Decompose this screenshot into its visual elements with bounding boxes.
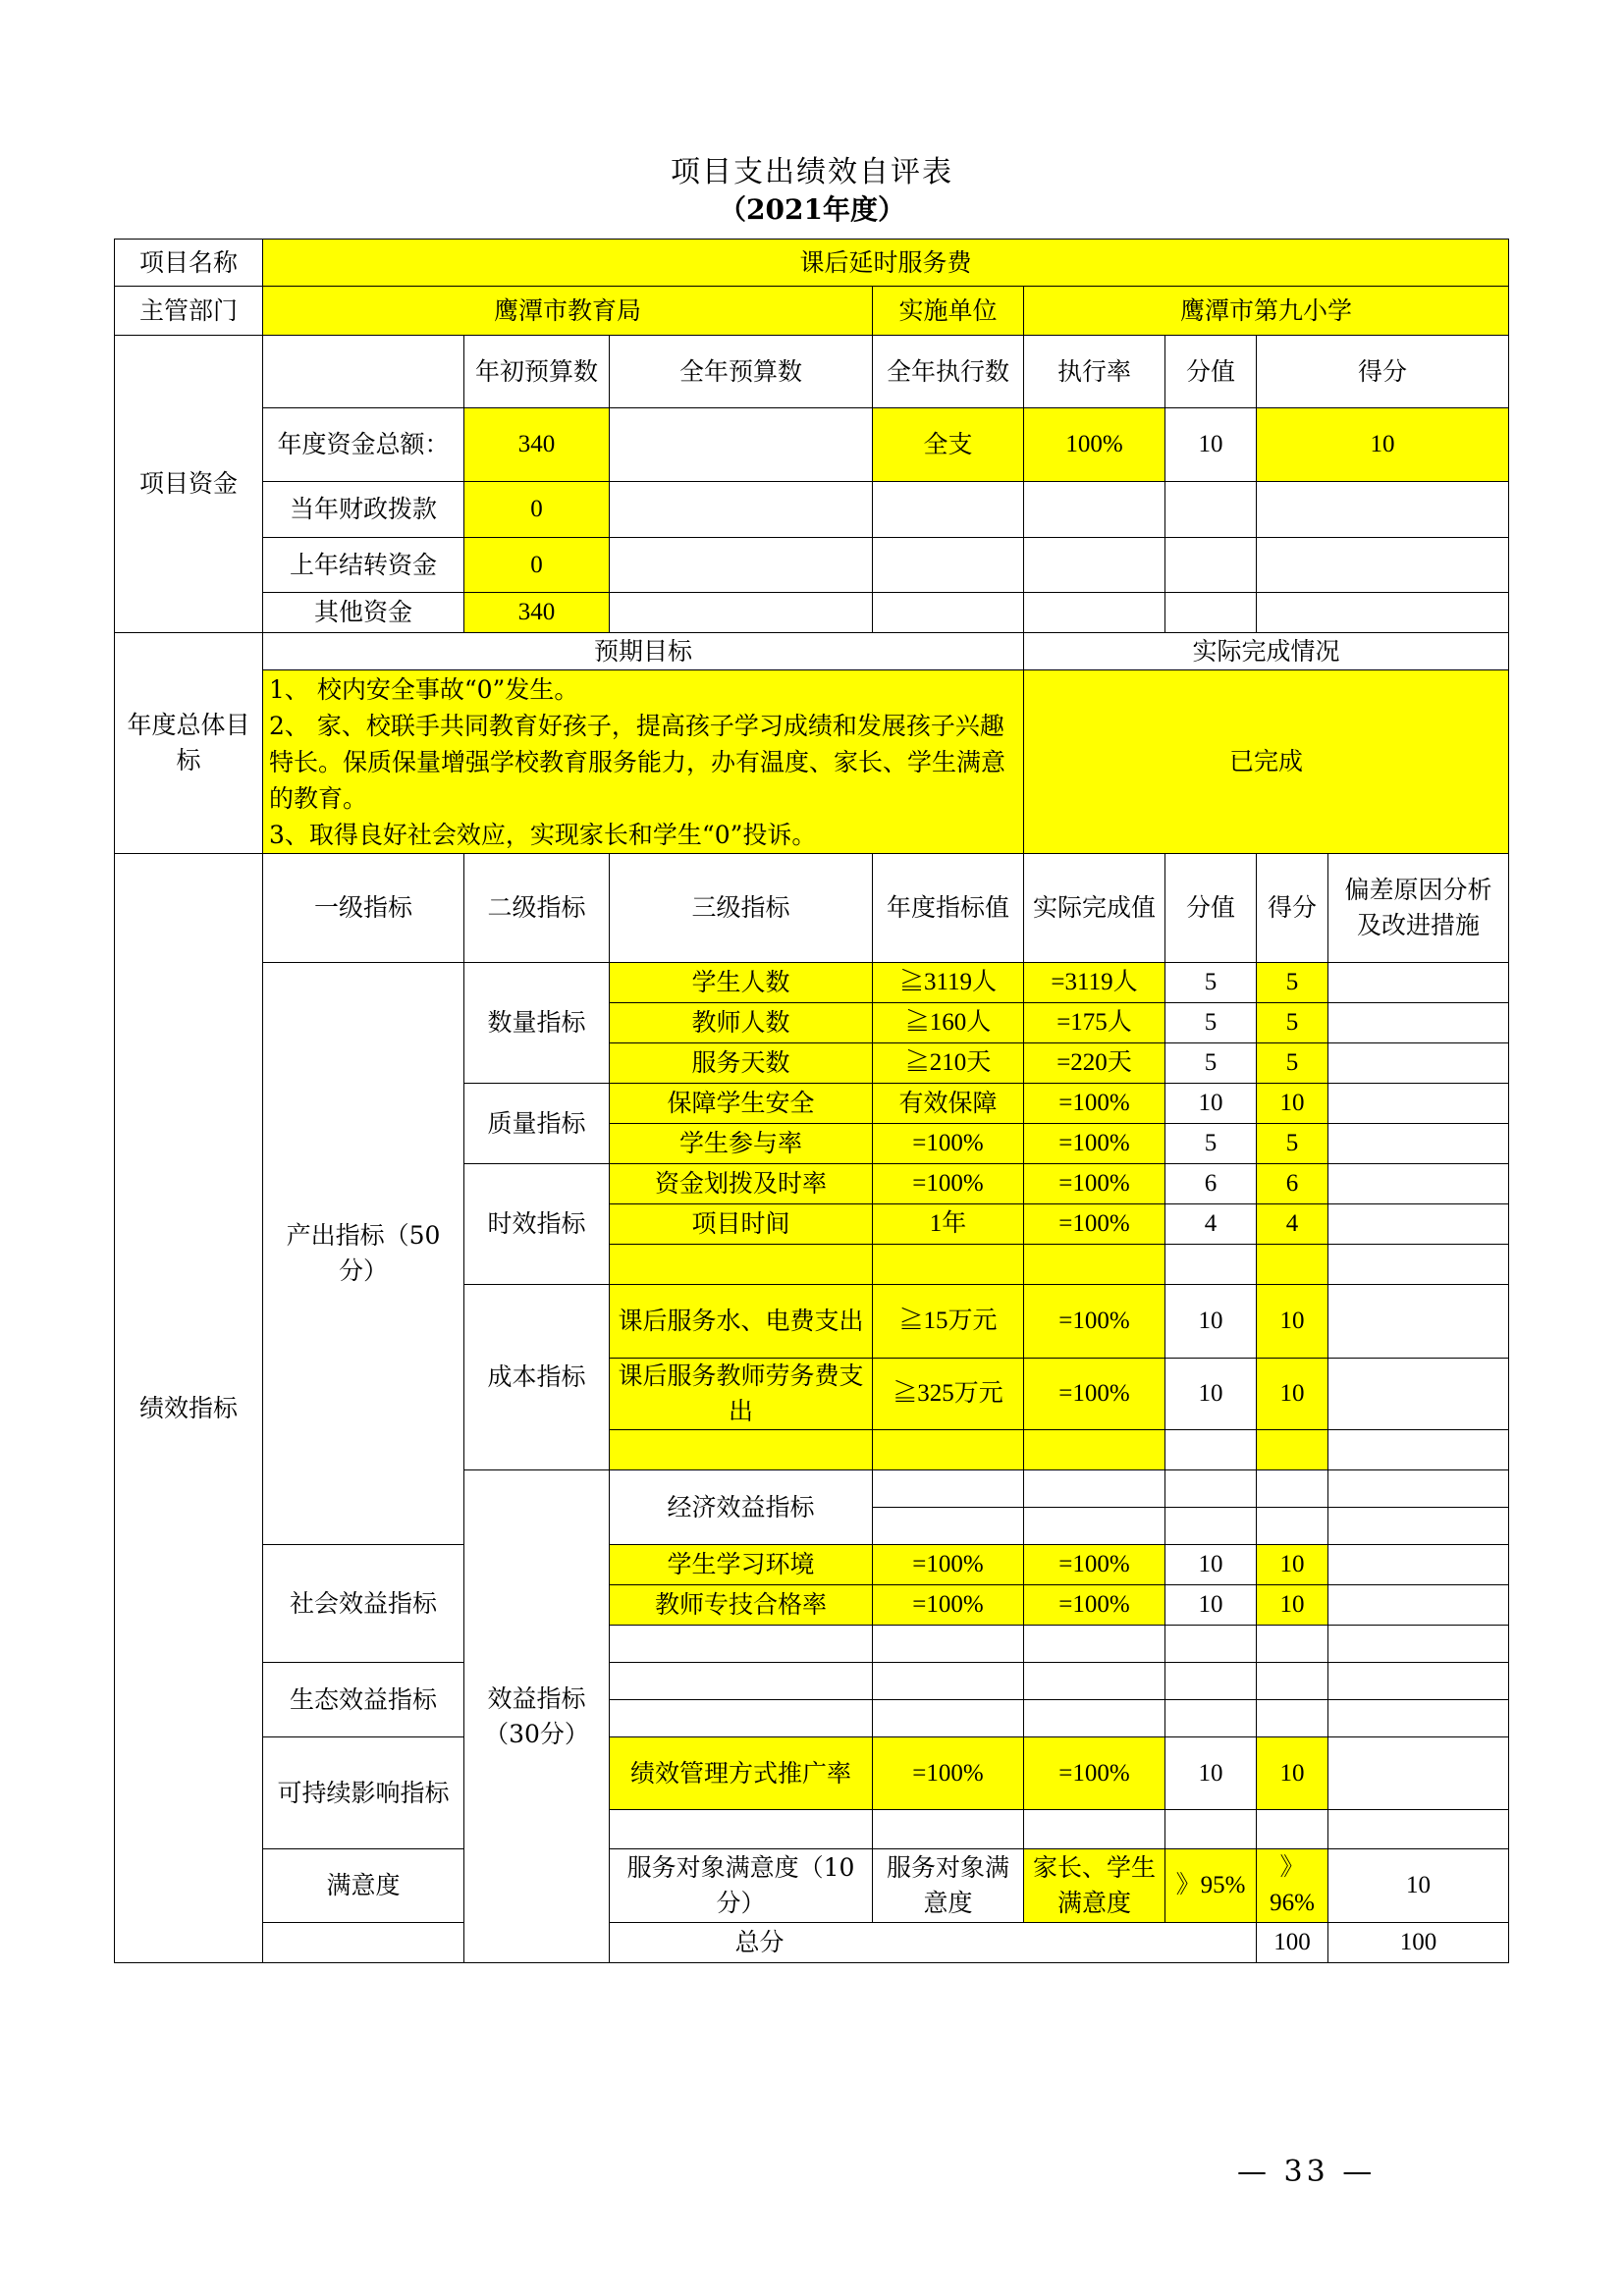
funds-score (1257, 538, 1509, 593)
ind-actual: =175人 (1024, 1003, 1165, 1043)
funds-rate (1024, 538, 1165, 593)
ind-value: 5 (1165, 1003, 1257, 1043)
satisfaction-actual: 》96% (1257, 1849, 1328, 1923)
ind-value: 5 (1165, 1043, 1257, 1084)
goal-item: 1、 校内安全事故“0”发生。 (269, 674, 579, 704)
ind-value-empty (1165, 1810, 1257, 1849)
ind-name: 学生参与率 (610, 1124, 873, 1164)
ind-value: 10 (1165, 1545, 1257, 1585)
ind-actual-empty (1165, 1508, 1257, 1545)
ind-name: 课后服务教师劳务费支出 (610, 1359, 873, 1430)
ind-actual: =100% (1024, 1545, 1165, 1585)
ind-actual: =100% (1024, 1124, 1165, 1164)
ind-name-empty (610, 1245, 873, 1285)
output-label: 产出指标（50分） (263, 963, 464, 1545)
ind-name-empty (610, 1700, 873, 1737)
goals-section-label: 年度总体目标 (115, 633, 263, 854)
ind-score: 5 (1257, 963, 1328, 1003)
document-title: 项目支出绩效自评表 (671, 155, 953, 189)
ind-target-empty (873, 1245, 1024, 1285)
ind-target: 有效保障 (873, 1084, 1024, 1124)
ind-name: 绩效管理方式推广率 (610, 1737, 873, 1810)
ind-actual-empty (1024, 1626, 1165, 1663)
funds-annual (610, 408, 873, 482)
ind-actual-empty (1024, 1700, 1165, 1737)
funds-initial: 0 (464, 538, 610, 593)
ind-value-empty (1165, 1700, 1257, 1737)
ind-target: =100% (873, 1164, 1024, 1204)
funds-rate (1024, 482, 1165, 538)
ind-deviation (1328, 1124, 1509, 1164)
funds-annual (610, 593, 873, 633)
satisfaction-value: 10 (1328, 1849, 1509, 1923)
ind-name-empty (873, 1470, 1024, 1508)
ind-deviation (1328, 1626, 1509, 1663)
cost-label: 成本指标 (464, 1285, 610, 1470)
ind-actual-empty (1165, 1470, 1257, 1508)
ind-score: 10 (1257, 1545, 1328, 1585)
total-label: 总分 (263, 1923, 1257, 1963)
funds-initial: 340 (464, 593, 610, 633)
funds-score-value: 10 (1165, 408, 1257, 482)
funds-score (1257, 593, 1509, 633)
ind-name-empty (873, 1508, 1024, 1545)
ind-score: 6 (1257, 1164, 1328, 1204)
funds-score-value (1165, 482, 1257, 538)
ind-score: 10 (1257, 1285, 1328, 1359)
ind-deviation (1328, 1043, 1509, 1084)
ind-actual: =220天 (1024, 1043, 1165, 1084)
satisfaction-target: 》95% (1165, 1849, 1257, 1923)
ind-value-empty (1165, 1430, 1257, 1470)
ind-score: 10 (1257, 1737, 1328, 1810)
ind-value-empty (1165, 1663, 1257, 1700)
ind-header-l2: 二级指标 (464, 854, 610, 963)
ind-target: ≧15万元 (873, 1285, 1024, 1359)
ind-target: =100% (873, 1124, 1024, 1164)
goal-item: 2、 家、校联手共同教育好孩子，提高孩子学习成绩和发展孩子兴趣特长。保质保量增强学校教育服务能力，办有温度、家长、学生满意的教育。 (269, 711, 1006, 813)
ind-deviation (1328, 1430, 1509, 1470)
satisfaction-l2: 服务对象满意度 (873, 1849, 1024, 1923)
ind-actual-empty (1024, 1245, 1165, 1285)
ind-target-empty (873, 1430, 1024, 1470)
ind-target: ≧160人 (873, 1003, 1024, 1043)
ind-score: 10 (1257, 1359, 1328, 1430)
ind-actual: =100% (1024, 1285, 1165, 1359)
ind-name: 资金划拨及时率 (610, 1164, 873, 1204)
ecological-label: 生态效益指标 (263, 1663, 464, 1737)
funds-header-score: 得分 (1257, 336, 1509, 408)
ind-value: 10 (1165, 1737, 1257, 1810)
ind-deviation (1328, 1084, 1509, 1124)
ind-score: 5 (1257, 1124, 1328, 1164)
page-number: — 33 — (1237, 2155, 1377, 2189)
ind-actual: =100% (1024, 1359, 1165, 1430)
ind-name: 服务天数 (610, 1043, 873, 1084)
ind-value: 10 (1165, 1585, 1257, 1626)
ind-actual: =100% (1024, 1737, 1165, 1810)
ind-header-actual: 实际完成值 (1024, 854, 1165, 963)
ind-value-empty (1257, 1508, 1328, 1545)
ind-deviation (1328, 1663, 1509, 1700)
funds-row-label: 上年结转资金 (263, 538, 464, 593)
total-score: 100 (1328, 1923, 1509, 1963)
ind-actual-empty (1024, 1663, 1165, 1700)
goal-item: 3、取得良好社会效应，实现家长和学生“0”投诉。 (269, 820, 817, 849)
funds-row-label: 当年财政拨款 (263, 482, 464, 538)
ind-name-empty (610, 1810, 873, 1849)
project-name-label: 项目名称 (115, 240, 263, 287)
sustainable-label: 可持续影响指标 (263, 1737, 464, 1849)
impl-value: 鹰潭市第九小学 (1024, 287, 1509, 336)
funds-score-value (1165, 538, 1257, 593)
funds-header-blank (263, 336, 464, 408)
ind-value: 5 (1165, 1124, 1257, 1164)
funds-annual (610, 538, 873, 593)
funds-initial: 340 (464, 408, 610, 482)
ind-name: 教师专技合格率 (610, 1585, 873, 1626)
goals-expected-header: 预期目标 (263, 633, 1024, 670)
satisfaction-l1: 服务对象满意度（10分） (610, 1849, 873, 1923)
ind-deviation (1328, 1164, 1509, 1204)
ind-score: 4 (1257, 1204, 1328, 1245)
ind-score: 10 (1257, 1585, 1328, 1626)
funds-header-executed: 全年执行数 (873, 336, 1024, 408)
dept-value: 鹰潭市教育局 (263, 287, 873, 336)
ind-target: ≧325万元 (873, 1359, 1024, 1430)
funds-row-label: 其他资金 (263, 593, 464, 633)
funds-annual (610, 482, 873, 538)
ind-value: 10 (1165, 1285, 1257, 1359)
quantity-label: 数量指标 (464, 963, 610, 1084)
total-value: 100 (1257, 1923, 1328, 1963)
ind-header-deviation: 偏差原因分析及改进措施 (1328, 854, 1509, 963)
performance-table (114, 239, 1509, 1963)
ind-score-empty (1257, 1810, 1328, 1849)
economic-label: 经济效益指标 (610, 1470, 873, 1545)
ind-name-empty (610, 1430, 873, 1470)
ind-target-empty (1024, 1508, 1165, 1545)
ind-target: ≧210天 (873, 1043, 1024, 1084)
funds-header-initial: 年初预算数 (464, 336, 610, 408)
funds-executed (873, 482, 1024, 538)
ind-score-empty (1328, 1508, 1509, 1545)
ind-header-target: 年度指标值 (873, 854, 1024, 963)
ind-target: =100% (873, 1737, 1024, 1810)
ind-header-value: 分值 (1165, 854, 1257, 963)
ind-name: 课后服务水、电费支出 (610, 1285, 873, 1359)
funds-score: 10 (1257, 408, 1509, 482)
ind-target: =100% (873, 1585, 1024, 1626)
funds-rate (1024, 593, 1165, 633)
ind-target: =100% (873, 1545, 1024, 1585)
ind-name: 学生学习环境 (610, 1545, 873, 1585)
ind-value: 6 (1165, 1164, 1257, 1204)
funds-header-value: 分值 (1165, 336, 1257, 408)
ind-value: 5 (1165, 963, 1257, 1003)
ind-deviation (1328, 1285, 1509, 1359)
ind-score: 5 (1257, 1003, 1328, 1043)
ind-deviation (1328, 1700, 1509, 1737)
project-name: 课后延时服务费 (263, 240, 1509, 287)
funds-rate: 100% (1024, 408, 1165, 482)
goals-actual-header: 实际完成情况 (1024, 633, 1509, 670)
ind-deviation (1328, 1545, 1509, 1585)
ind-actual: =100% (1024, 1164, 1165, 1204)
impl-label: 实施单位 (873, 287, 1024, 336)
ind-deviation (1328, 963, 1509, 1003)
ind-target: ≧3119人 (873, 963, 1024, 1003)
funds-row-label: 年度资金总额： (263, 408, 464, 482)
funds-header-rate: 执行率 (1024, 336, 1165, 408)
ind-score: 10 (1257, 1084, 1328, 1124)
ind-actual-empty (1024, 1430, 1165, 1470)
ind-header-l1: 一级指标 (263, 854, 464, 963)
ind-name: 项目时间 (610, 1204, 873, 1245)
ind-name: 保障学生安全 (610, 1084, 873, 1124)
funds-score-value (1165, 593, 1257, 633)
ind-target-empty (1024, 1470, 1165, 1508)
ind-target: 1年 (873, 1204, 1024, 1245)
ind-score-empty (1257, 1245, 1328, 1285)
ind-value: 10 (1165, 1359, 1257, 1430)
social-label: 社会效益指标 (263, 1545, 464, 1663)
timeliness-label: 时效指标 (464, 1164, 610, 1285)
ind-value: 4 (1165, 1204, 1257, 1245)
ind-name-empty (610, 1626, 873, 1663)
ind-name: 学生人数 (610, 963, 873, 1003)
ind-score-empty (1257, 1700, 1328, 1737)
ind-score-empty (1257, 1626, 1328, 1663)
ind-actual: =100% (1024, 1585, 1165, 1626)
ind-header-l3: 三级指标 (610, 854, 873, 963)
ind-target-empty (873, 1626, 1024, 1663)
ind-actual: =3119人 (1024, 963, 1165, 1003)
ind-score-empty (1257, 1430, 1328, 1470)
funds-section-label: 项目资金 (115, 336, 263, 633)
ind-deviation (1328, 1003, 1509, 1043)
ind-deviation (1328, 1585, 1509, 1626)
ind-value-empty (1165, 1626, 1257, 1663)
funds-score (1257, 482, 1509, 538)
goals-expected-list (263, 670, 1024, 854)
ind-target-empty (873, 1700, 1024, 1737)
ind-deviation (1328, 1359, 1509, 1430)
ind-actual-empty (1024, 1810, 1165, 1849)
funds-executed (873, 593, 1024, 633)
ind-name: 教师人数 (610, 1003, 873, 1043)
funds-executed: 全支 (873, 408, 1024, 482)
ind-actual: =100% (1024, 1084, 1165, 1124)
funds-executed (873, 538, 1024, 593)
indicators-section-label: 绩效指标 (115, 854, 263, 1963)
document-subtitle: （2021年度） (719, 193, 905, 226)
dept-label: 主管部门 (115, 287, 263, 336)
ind-deviation (1328, 1245, 1509, 1285)
ind-actual: =100% (1024, 1204, 1165, 1245)
ind-header-score: 得分 (1257, 854, 1328, 963)
ind-score-empty (1328, 1470, 1509, 1508)
benefit-label: 效益指标（30分） (464, 1470, 610, 1963)
ind-target-empty (873, 1663, 1024, 1700)
ind-deviation (1328, 1737, 1509, 1810)
quality-label: 质量指标 (464, 1084, 610, 1164)
satisfaction-name: 家长、学生满意度 (1024, 1849, 1165, 1923)
ind-deviation (1328, 1204, 1509, 1245)
funds-header-annual: 全年预算数 (610, 336, 873, 408)
ind-value-empty (1165, 1245, 1257, 1285)
goals-actual: 已完成 (1024, 670, 1509, 854)
funds-initial: 0 (464, 482, 610, 538)
satisfaction-section-label: 满意度 (263, 1849, 464, 1923)
ind-score: 5 (1257, 1043, 1328, 1084)
ind-score-empty (1257, 1663, 1328, 1700)
ind-deviation (1328, 1810, 1509, 1849)
ind-target-empty (873, 1810, 1024, 1849)
ind-value-empty (1257, 1470, 1328, 1508)
ind-name-empty (610, 1663, 873, 1700)
ind-value: 10 (1165, 1084, 1257, 1124)
